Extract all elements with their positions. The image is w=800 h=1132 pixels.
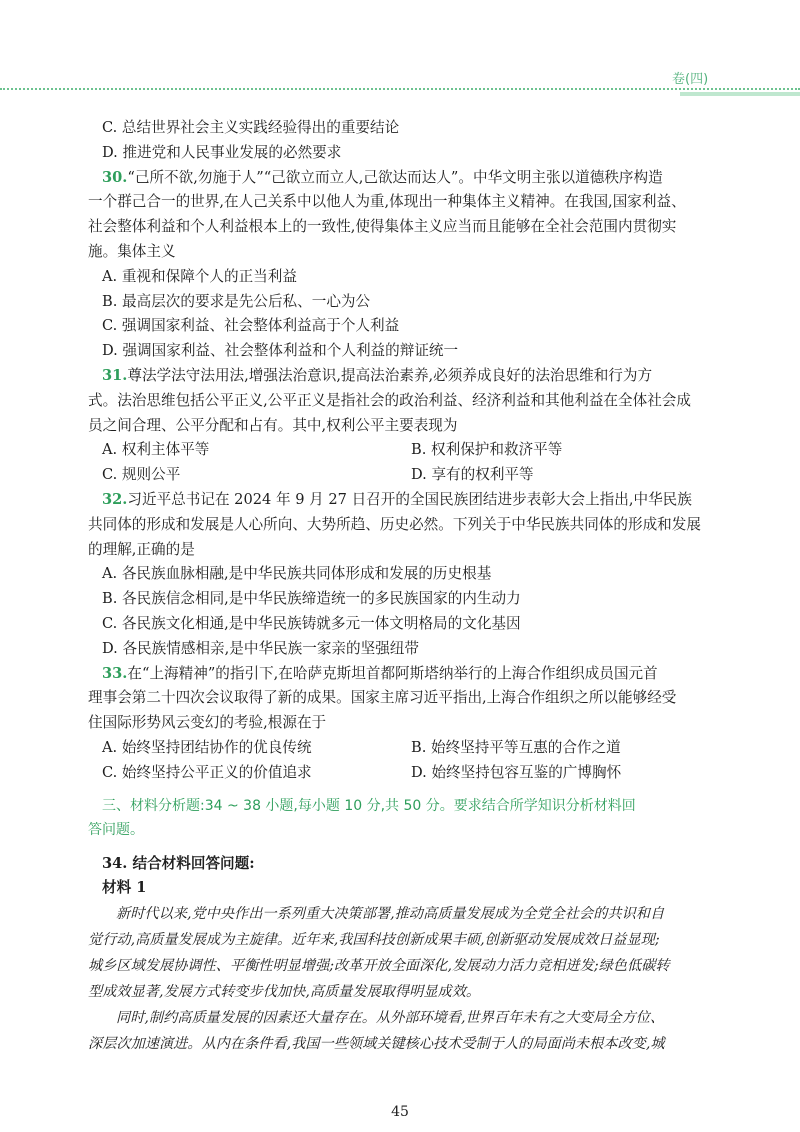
question-number: 30.	[102, 168, 128, 186]
option-d: D. 强调国家利益、社会整体利益和个人利益的辩证统一	[102, 342, 459, 360]
question-line: 共同体的形成和发展是人心所向、大势所趋、历史必然。下列关于中华民族共同体的形成和发展	[88, 515, 701, 533]
option-c: C. 强调国家利益、社会整体利益高于个人利益	[102, 317, 400, 335]
section-heading-line: 答问题。	[88, 821, 144, 838]
option-a: A. 各民族血脉相融,是中华民族共同体形成和发展的历史根基	[102, 565, 492, 583]
option-b: B. 权利保护和救济平等	[411, 441, 563, 459]
option-c: C. 始终坚持公平正义的价值追求	[102, 763, 312, 781]
option-d: D. 始终坚持包容互鉴的广博胸怀	[411, 763, 622, 781]
question-line: 一个群己合一的世界,在人己关系中以他人为重,体现出一种集体主义精神。在我国,国家利益、	[88, 193, 686, 211]
question-number: 33.	[102, 664, 128, 682]
question-text: 习近平总书记在 2024 年 9 月 27 日召开的全国民族团结进步表彰大会上指出,中华民族	[127, 490, 692, 508]
material-line: 型成效显著,发展方式转变步伐加快,高质量发展取得明显成效。	[88, 984, 481, 1001]
material-line: 新时代以来,党中央作出一系列重大决策部署,推动高质量发展成为全党全社会的共识和自	[116, 906, 665, 923]
option-row	[88, 761, 720, 786]
question-heading: 34. 结合材料回答问题:	[102, 854, 255, 872]
question-line	[88, 488, 720, 513]
question-line: 理事会第二十四次会议取得了新的成果。国家主席习近平指出,上海合作组织之所以能够经受	[88, 689, 677, 707]
question-30	[88, 166, 720, 364]
option-a: A. 始终坚持团结协作的优良传统	[102, 738, 312, 756]
material-line: 深层次加速演进。从内在条件看,我国一些领域关键核心技术受制于人的局面尚未根本改变,城	[88, 1036, 665, 1053]
question-number: 32.	[102, 490, 128, 508]
question-line: 的理解,正确的是	[88, 540, 195, 558]
header-accent-bar	[680, 92, 800, 96]
option-d: D. 各民族情感相亲,是中华民族一家亲的坚强纽带	[102, 639, 419, 657]
question-line: 住国际形势风云变幻的考验,根源在于	[88, 714, 327, 732]
material-line: 同时,制约高质量发展的因素还大量存在。从外部环境看,世界百年未有之大变局全方位、	[116, 1010, 665, 1027]
option-line: D. 推进党和人民事业发展的必然要求	[102, 143, 342, 161]
option-b: B. 始终坚持平等互惠的合作之道	[411, 738, 621, 756]
option-d: D. 享有的权利平等	[411, 466, 534, 484]
material-line: 城乡区域发展协调性、平衡性明显增强;改革开放全面深化,发展动力活力竞相迸发;绿色低碳转	[88, 958, 670, 975]
option-c: C. 规则公平	[102, 466, 181, 484]
question-line: 式。法治思维包括公平正义,公平正义是指社会的政治利益、经济利益和其他利益在全体社会成	[88, 391, 691, 409]
section-heading	[88, 794, 720, 842]
question-number: 31.	[102, 366, 128, 384]
question-line	[88, 662, 720, 687]
header-divider	[0, 88, 800, 90]
question-32	[88, 488, 720, 662]
material-label: 材料 1	[102, 879, 147, 897]
section-heading-line: 三、材料分析题:34 ~ 38 小题,每小题 10 分,共 50 分。要求结合所学知识分析材料回	[102, 797, 636, 814]
option-b: B. 最高层次的要求是先公后私、一心为公	[102, 292, 371, 310]
question-33	[88, 662, 720, 786]
option-b: B. 各民族信念相同,是中华民族缔造统一的多民族国家的内生动力	[102, 590, 521, 608]
material-paragraph-1	[88, 901, 720, 1005]
volume-tag: 卷(四)	[672, 72, 709, 87]
option-a: A. 权利主体平等	[102, 441, 210, 459]
option-c: C. 各民族文化相通,是中华民族铸就多元一体文明格局的文化基因	[102, 614, 521, 632]
page-content	[88, 116, 720, 1057]
question-34	[88, 852, 720, 1058]
page-number: 45	[391, 1104, 409, 1120]
question-text: “己所不欲,勿施于人”“己欲立而立人,己欲达而达人”。中华文明主张以道德秩序构造	[127, 168, 663, 186]
question-line: 员之间合理、公平分配和占有。其中,权利公平主要表现为	[88, 416, 458, 434]
option-line: C. 总结世界社会主义实践经验得出的重要结论	[102, 119, 400, 136]
question-31	[88, 364, 720, 488]
material-line: 觉行动,高质量发展成为主旋律。近年来,我国科技创新成果丰硕,创新驱动发展成效日益显现;	[88, 932, 660, 949]
option-row	[88, 438, 720, 463]
question-text: 在“上海精神”的指引下,在哈萨克斯坦首都阿斯塔纳举行的上海合作组织成员国元首	[127, 664, 658, 682]
question-line: 施。集体主义	[88, 242, 176, 260]
option-row	[88, 463, 720, 488]
option-a: A. 重视和保障个人的正当利益	[102, 267, 297, 285]
question-line	[88, 166, 720, 191]
question-text: 尊法学法守法用法,增强法治意识,提高法治素养,必须养成良好的法治思维和行为方	[127, 366, 653, 384]
question-line	[88, 364, 720, 389]
question-line: 社会整体利益和个人利益根本上的一致性,使得集体主义应当而且能够在全社会范围内贯彻实	[88, 218, 677, 236]
material-paragraph-2	[88, 1005, 720, 1057]
option-row	[88, 736, 720, 761]
